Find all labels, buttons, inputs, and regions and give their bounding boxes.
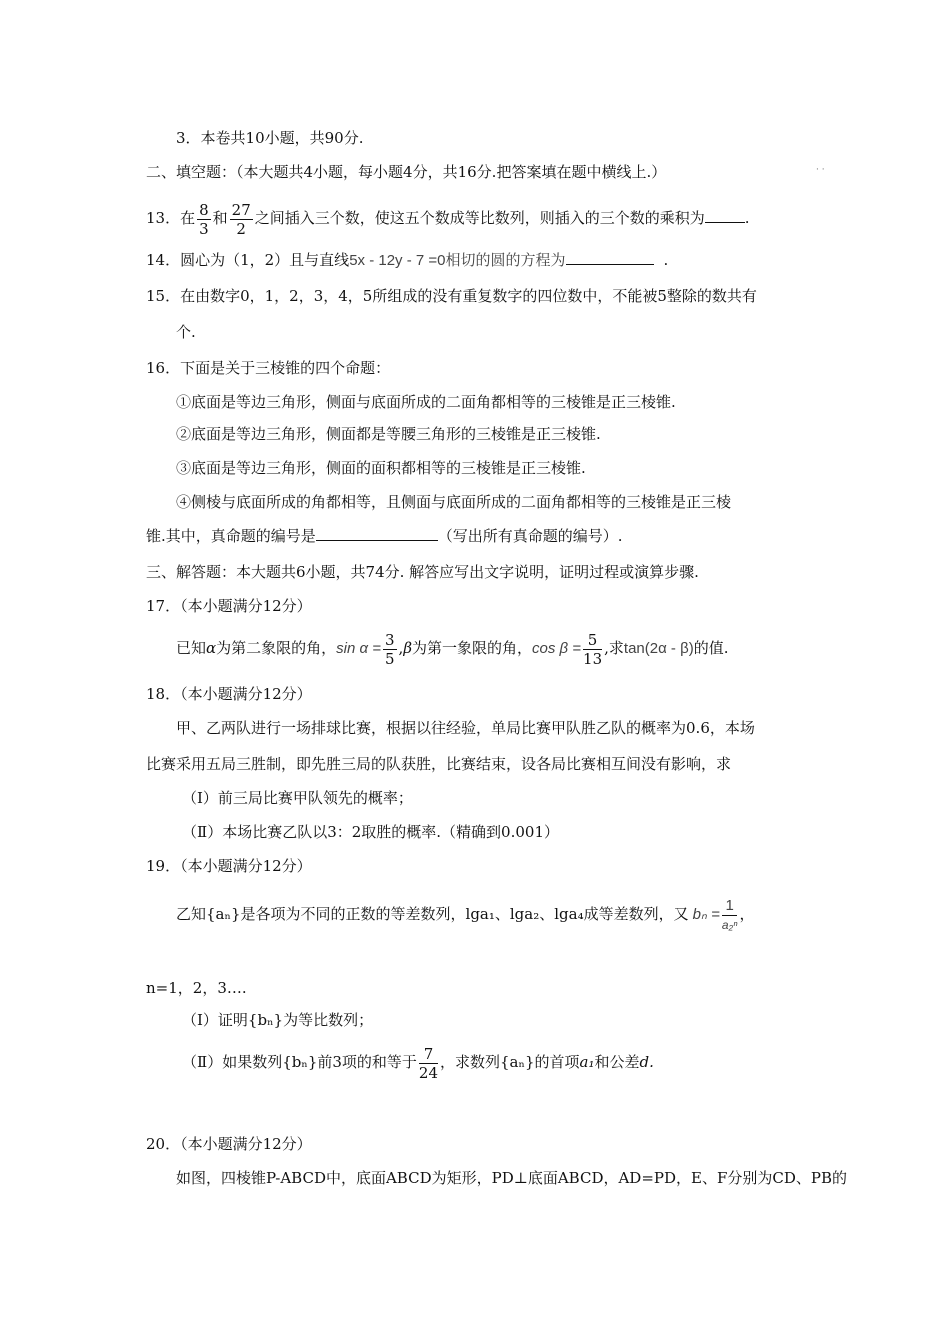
question-13: 13．在 $\frac{8}{3}$ 和 $\frac{27}{2}$ 之间插入三个数，使这五个数成等比数列，则插入的三个数的乘积为 .	[146, 200, 750, 238]
question-19-heading: 19．（本小题满分12分）	[146, 857, 312, 875]
section-fill-blank-heading: 二、填空题：（本大题共4小题，每小题4分，共16分.把答案填在题中横线上.）	[146, 163, 667, 181]
question-18-line-2: 比赛采用五局三胜制，即先胜三局的队获胜，比赛结束，设各局比赛相互间没有影响，求	[146, 755, 732, 773]
question-18-heading: 18．（本小题满分12分）	[146, 685, 312, 703]
corner-mark: · ·	[816, 165, 825, 175]
q16-proposition-3: ③底面是等边三角形，侧面的面积都相等的三棱锥是正三棱锥.	[176, 459, 586, 477]
q13-text-a: 13．在	[146, 209, 196, 227]
q19-fraction-sum: $\frac{7}{24}$	[418, 1044, 439, 1082]
question-20-heading: 20．（本小题满分12分）	[146, 1135, 312, 1153]
q16-proposition-4: ④侧棱与底面所成的角都相等，且侧面与底面所成的二面角都相等的三棱锥是正三棱	[176, 493, 732, 511]
q13-fraction-1: $\frac{8}{3}$	[199, 200, 209, 238]
q16-proposition-2: ②底面是等边三角形，侧面都是等腰三角形的三棱锥是正三棱锥.	[176, 425, 601, 443]
question-19-body: 乙知{aₙ}是各项为不同的正数的等差数列，lga₁、lga₂、lga₄成等差数列，又 bₙ = $\frac{1}{\text{a₂ⁿ}}$ ，	[176, 896, 755, 932]
question-18-part-1: （Ⅰ）前三局比赛甲队领先的概率；	[182, 789, 413, 807]
q13-answer-blank	[705, 208, 745, 223]
q14-answer-blank	[566, 250, 654, 265]
q16-proposition-1: ①底面是等边三角形，侧面与底面所成的二面角都相等的三棱锥是正三棱锥.	[176, 393, 676, 411]
q14-equation: 5x - 12y - 7 =0相切的圆的方程为	[349, 252, 566, 269]
q17-fraction-cos: $\frac{5}{13}$	[583, 630, 603, 668]
q13-fraction-2: $\frac{27}{2}$	[231, 200, 251, 238]
question-15-line-2: 个.	[176, 323, 196, 341]
question-16: 16．下面是关于三棱锥的四个命题：	[146, 359, 391, 377]
q13-text-c: 之间插入三个数，使这五个数成等比数列，则插入的三个数的乘积为	[254, 209, 705, 227]
question-20-line-1: 如图，四棱锥P-ABCD中，底面ABCD为矩形，PD⊥底面ABCD，AD=PD，E、F分别为CD、PB的	[176, 1169, 848, 1187]
q19-fraction-bn: $\frac{1}{\text{a₂ⁿ}}$	[721, 896, 738, 932]
question-18-part-2: （Ⅱ）本场比赛乙队以3：2取胜的概率.（精确到0.001）	[182, 823, 559, 841]
question-19-part-2: （Ⅱ）如果数列{bₙ}前3项的和等于 $\frac{7}{24}$ ，求数列{aₙ}的首项a₁和公差d.	[182, 1044, 654, 1082]
question-19-part-1: （Ⅰ）证明{bₙ}为等比数列；	[182, 1011, 374, 1029]
question-18-line-1: 甲、乙两队进行一场排球比赛，根据以往经验，单局比赛甲队胜乙队的概率为0.6，本场	[176, 719, 755, 737]
question-17-heading: 17．（本小题满分12分）	[146, 597, 312, 615]
note-line: 3．本卷共10小题，共90分.	[176, 129, 364, 147]
q16-answer-blank	[316, 526, 438, 541]
question-19-line-2: n=1，2，3….	[146, 979, 247, 997]
question-15-line-1: 15．在由数字0，1，2，3，4，5所组成的没有重复数字的四位数中，不能被5整除的数共有	[146, 287, 757, 305]
section-solution-heading: 三、解答题：本大题共6小题，共74分. 解答应写出文字说明，证明过程或演算步骤.	[146, 563, 699, 581]
question-17-body: 已知α为第二象限的角，sin α = $\frac{3}{5}$ ,β为第一象限的角，cos β = $\frac{5}{13}$ ,求tan(2α - β)的值.	[176, 630, 729, 668]
q13-text-b: 和	[212, 209, 228, 227]
q17-fraction-sin: $\frac{3}{5}$	[385, 630, 395, 668]
q16-conclusion: 锥.其中，真命题的编号是 （写出所有真命题的编号）.	[146, 527, 623, 545]
question-14: 14．圆心为（1，2）且与直线5x - 12y - 7 =0相切的圆的方程为 .	[146, 251, 669, 269]
